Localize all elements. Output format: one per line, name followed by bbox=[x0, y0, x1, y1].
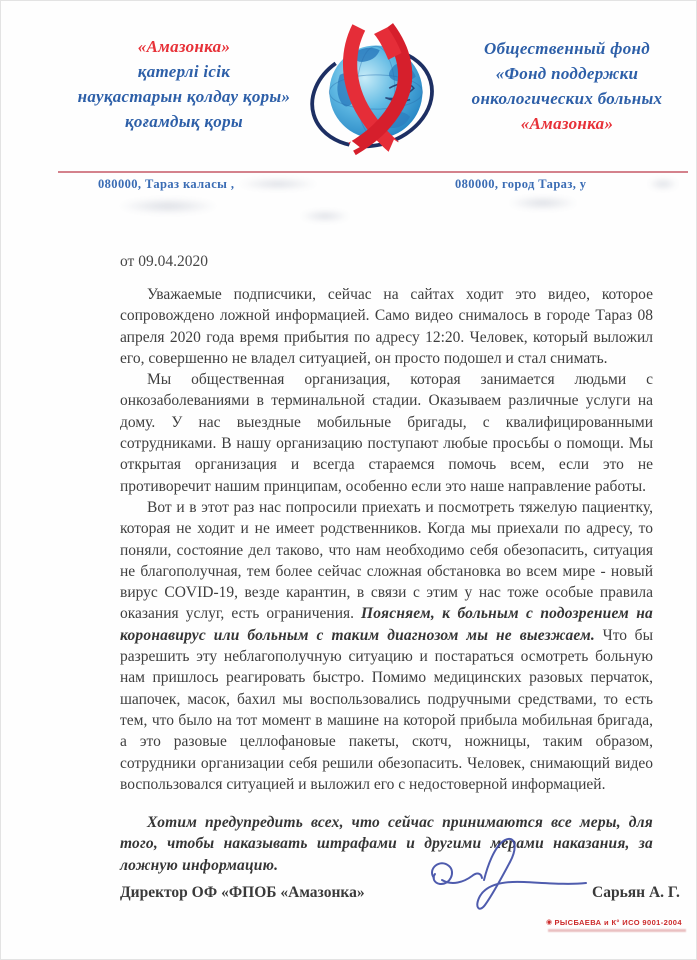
paragraph-segment: Вот и в этот раз нас попросили приехать и посмотреть тяжелую пациентку, которая не ходит и не имеет родственников. Когда мы приехали по адресу, то поняли, состояние дел таково, что нам необходимо себя обезопасить, ситуация не благополучная, тем более сейчас сложная обстановка во всем мире - новый вирус COVID-19, везде карантин, в связи с этим у нас тоже особые правила оказания услуг, есть ограничения. bbox=[120, 498, 653, 623]
header-right-line-1: Общественный фонд bbox=[484, 39, 650, 58]
header-left-line-2: науқастарын қолдау қоры» bbox=[77, 87, 291, 106]
header-right-line-2: «Фонд поддержки bbox=[495, 64, 639, 83]
print-shop-logo-icon: ◉ bbox=[546, 919, 553, 926]
print-shop-mark bbox=[546, 918, 682, 927]
handwritten-signature-icon bbox=[418, 836, 596, 924]
header-left-line-3: қоғамдық қоры bbox=[125, 112, 243, 131]
letter-paragraph bbox=[120, 369, 653, 497]
header-right-line-3: онкологических больных bbox=[471, 89, 663, 108]
paragraph-segment: Мы общественная организация, которая занимается людьми с онкозаболеваниями в терминальной стадии. Оказываем различные услуги на дому. У нас выездные мобильные бригады, с квалифицированными сотрудниками. В нашу организацию поступают любые просьбы о помощи. Мы открытая организация и всегда стараемся помочь всем, если это не противоречит нашим принципам, особенно если это наше направление работы. bbox=[120, 371, 653, 495]
paragraph-segment: Уважаемые подписчики, сейчас на сайтах ходит это видео, которое сопровождено ложной информацией. Само видео снималось в городе Тараз 08 апреля 2020 года время прибытия по адресу 12:20. Человек, который выложил его, совершенно не владел ситуацией, он просто подошел и стал снимать. bbox=[120, 286, 653, 367]
header-left-line-1: қатерлі ісік bbox=[137, 62, 231, 81]
paragraph-segment: Хотим предупредить всех, что сейчас принимаются все меры, для того, чтобы наказывать штрафами и другими мерами наказания, за ложную информацию. bbox=[120, 814, 653, 874]
header-left-kazakh bbox=[58, 34, 310, 134]
signer-position-title: Директор ОФ «ФПОБ «Амазонка» bbox=[120, 884, 365, 901]
redaction-smudge bbox=[648, 178, 678, 190]
paragraph-segment: Поясняем, к больным с подозрением на коронавирус или больным с таким диагнозом мы не выезжаем. bbox=[120, 605, 653, 644]
org-name-ru: «Амазонка» bbox=[520, 114, 614, 133]
paragraph-segment: Что бы разрешить эту неблагополучную ситуацию и постараться осмотреть больную нам пришлось реагировать быстро. Помимо медицинских разовых перчаток, шапочек, масок, бахил мы воспользовались подручными средствами, то есть тем, что было на тот момент в машине на которой прибыла мобильная бригада, а это разовые целлофановые пакеты, скотч, ножницы, таким образом, сотрудники организации себя решили обезопасить. Человек, снимающий видео воспользовался ситуацией и выложил его с недостоверной информацией. bbox=[120, 626, 653, 793]
address-russian: 080000, город Тараз, у bbox=[455, 177, 587, 191]
print-shop-mark-subline bbox=[548, 929, 686, 932]
header-divider-line bbox=[58, 171, 688, 173]
address-kazakh: 080000, Тараз каласы , bbox=[98, 177, 235, 191]
print-shop-mark-text: РЫСБАЕВА и К° ИСО 9001-2004 bbox=[554, 918, 682, 927]
redaction-smudge bbox=[238, 178, 318, 190]
letter-date: от 09.04.2020 bbox=[120, 253, 208, 270]
redaction-smudge bbox=[300, 210, 350, 222]
letter-paragraph bbox=[120, 284, 653, 369]
signer-name: Сарьян А. Г. bbox=[592, 884, 680, 901]
letter-body bbox=[120, 284, 653, 876]
redaction-smudge bbox=[118, 198, 218, 214]
org-name-kk: «Амазонка» bbox=[137, 37, 231, 56]
header-right-russian bbox=[442, 36, 692, 136]
letter-paragraph bbox=[120, 497, 653, 795]
redaction-smudge bbox=[508, 196, 578, 210]
globe-red-ribbon-logo-icon bbox=[298, 22, 450, 162]
